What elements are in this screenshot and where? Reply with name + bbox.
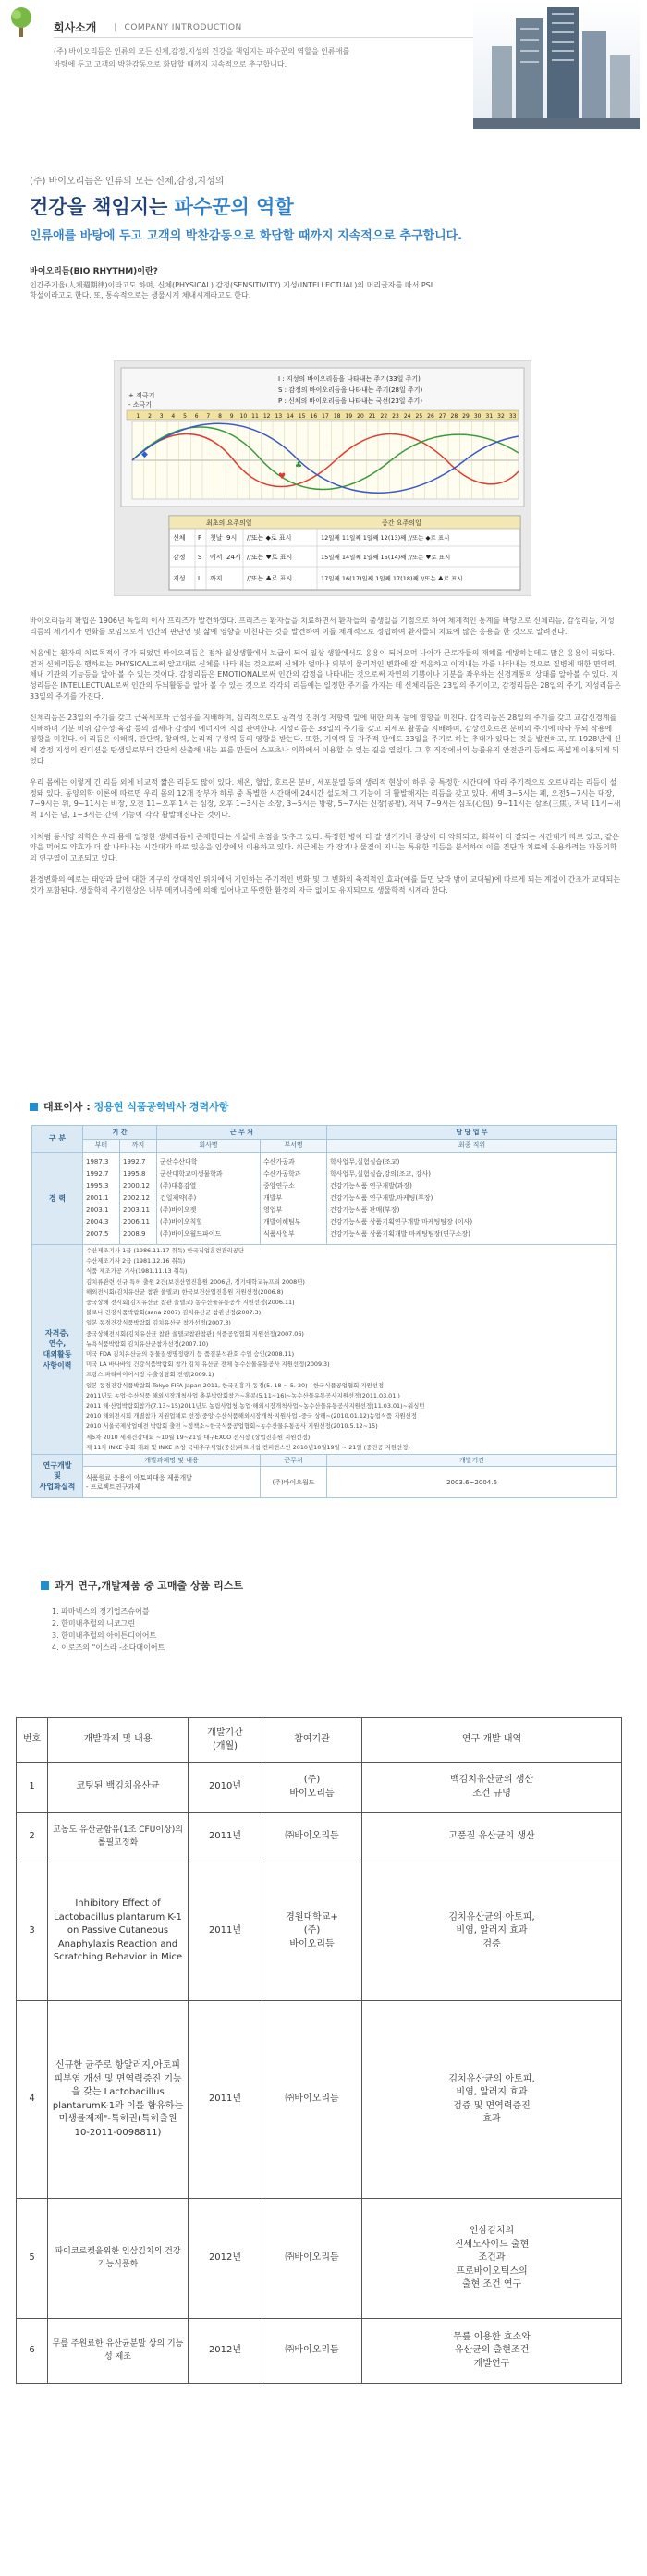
career-role: 학사업무,실험실습(조교)	[330, 1158, 400, 1166]
header-line: 바탕에 두고 고객의 박찬감동으로 화답할 때까지 지속적으로 추구합니다.	[54, 59, 287, 68]
legend-sensitivity: S : 감정의 바이오리듬을 나타내는 주기(28일 주기)	[278, 386, 423, 394]
qual-item: 김치류관련 신규 특허 출원 2건(보건산업진흥원 2006년, 경기대학교뉴프리 2008년)	[86, 1277, 305, 1286]
mid-label: 에서	[210, 554, 223, 561]
quals-label	[32, 1245, 83, 1455]
definition-line: 학설이라고도 한다. 또, 통속적으로는 생물시계 체내시계라고도 한다.	[30, 291, 251, 300]
qual-item: 중국상해전시회(김치유산균 참관 울델코참관참관) 식품공업협회 지원선정(2007.06)	[86, 1329, 304, 1337]
biorhythm-explanation	[30, 616, 621, 907]
career-company: (주)바이오젯	[160, 1206, 197, 1214]
day-label: 28	[450, 413, 458, 420]
row-org: (주) 바이오리듬	[262, 1763, 362, 1813]
sub-company: 회사명	[157, 1140, 261, 1153]
day-label: 18	[333, 413, 341, 420]
day-label: 3	[159, 413, 164, 420]
qual-item: 2010 서울국제상업대전 박람회 출전 ~정책소~한국식품공업협회~농수산물유통공사 지원선정(2010.5.12~15)	[86, 1422, 378, 1431]
day-label: 32	[497, 413, 505, 420]
career-from: 1995.3	[86, 1182, 109, 1190]
day-label: 5	[183, 413, 187, 420]
career-from: 2003.1	[86, 1206, 109, 1214]
page-header	[0, 0, 647, 134]
qual-item: 미국 LA 바나바잎 건강식품박람회 참가 김치 유산균 전체 농수산물유통공사 지원선정(2009.3)	[86, 1361, 330, 1369]
career-to: 2002.12	[123, 1194, 150, 1202]
section-bullet-icon	[41, 1581, 49, 1590]
row-task: 무릎 주원료한 유산균분말 상의 기능성 제조	[48, 2319, 189, 2384]
row-no: 1	[17, 1763, 48, 1813]
day-label: 33	[508, 413, 517, 420]
heart-icon: ♥	[278, 472, 287, 482]
club-icon: ♣	[295, 461, 303, 470]
career-to: 1995.8	[123, 1170, 146, 1178]
career-to: 2000.12	[123, 1182, 150, 1190]
product-list-item: 1. 파마넥스의 정기업즈슈어블	[52, 1607, 150, 1616]
career-from: 2004.3	[86, 1218, 109, 1226]
day-label: 22	[380, 413, 388, 420]
day-label: 12	[262, 413, 271, 420]
rd-head-org: 근무처	[261, 1455, 327, 1467]
paragraph: 신체리듬은 23일의 주기를 갖고 근육세포와 근섬유를 지배하며, 심리적으로도 공격성 진취성 저항력 일에 대한 의욕 등에 영향을 미친다. 감정리듬은 28일의 주기를 갖고 교감신경계를 지배하며 기분 비위 감수성 육감 등의 섬세나 감정의 에너지에 직접 관여한다. 지성리듬은 33일의 주기를 갖고 뇌세포 활동을 지배하며, 감상선호르몬 분비의 주기에 따라 두뇌 작용에 영향을 미친다. 이 리듬은 이해력, 판단력, 창의력, 논리적 구성력 등의 영향을 받는다. 또한, 기억력 등 자주적 판예도 33일을 주기로 하는 추대가 있다는 것을 발견하고, 또 1928년에 신체 감정 지성의 컨디션을 탄생일로부터 간단히 산출해 내는 표를 만들어 스포츠나 의학에서 이용할 수 있는 길을 열었다. 그 후 직장에서의 능률유지 안전관리 등에도 폭넓게 이용되게 되었다.	[30, 714, 621, 765]
row-org: ㈜바이오리듬	[262, 1813, 362, 1862]
product-list	[52, 1605, 165, 1654]
sub-role: 최종 직위	[327, 1140, 617, 1153]
minus-label: - 소극기	[128, 401, 153, 409]
rd-label	[32, 1455, 83, 1498]
career-to: 2006.11	[123, 1218, 150, 1226]
row-right-intellectual: 17일째 16(17)일째 1일째 17(18)째 //또는 ♣로 표시	[321, 575, 463, 582]
biorhythm-question: 바이오리듬(BIO RHYTHM)이란?	[30, 266, 158, 276]
career-to: 2003.11	[123, 1206, 150, 1214]
products-title-text: 과거 연구,개발제품 중 고매출 상품 리스트	[55, 1580, 243, 1592]
qual-item: 뉴욕식품박람회 김치유산균참가선정(2007.10)	[86, 1339, 209, 1348]
career-to: 2008.9	[123, 1230, 146, 1238]
row-org: ㈜바이오리듬	[262, 2199, 362, 2319]
header-org: 참여기관	[262, 1718, 362, 1763]
paragraph: 우리 몸에는 이렇게 긴 리듬 외에 비교적 짧은 리듬도 많이 있다. 체온, 혈압, 호르몬 분비, 세포분열 등의 생리적 현상이 하루 중 특정한 시간대에 따라 주기적으로 오르내리는 리듬이 설정돼 있다. 동양의학 이론에 따르면 우리 몸의 12개 장부가 하루 중 특별한 시간대에 24시간 설도처 그 기능이 더 활발해지는 리듬을 갖고 있다. 새벽 3~5시는 폐, 오전5~7시는 대장, 7~9시는 위, 9~11시는 비장, 오전 11~오후 1시는 심장, 오후 1~3시는 소장, 3~5시는 방광, 5~7시는 신장(콩팥), 저녁 7~9시는 심포(心包), 9~11시는 삼초(三焦), 저녁 11시~새벽 1시는 담, 1~3시는 간이 기능이 각각 활발해진다는 것이다.	[30, 778, 621, 819]
day-label: 13	[275, 413, 283, 420]
paragraph: 처음에는 환자의 치료목적이 주가 되었던 바이오리듬은 점차 일상생활에서 보급이 되어 일상 생활에서도 응용이 되어오며 나아가 근로자들의 재해를 예방하는데도 많은 응용이 되었다. 먼저 신체리듬은 행하로는 PHYSICAL로써 알고대로 신체를 나타내는 것으로써 신체가 얼마나 외부의 물리적인 변화에 잘 적응하고 이겨내는 가를 나타내는 것으로 질병에 대한 면역력, 체내 기관의 기능등을 알아 볼 수 있는 것이다. 감정리듬은 EMOTIONAL로써 인간의 감정을 나타내는 것으로써 자연의 기쁨이나 기분을 좌우하는 신경계통의 상태를 알아볼 수 있다. 지성리듬은 INTELLECTUAL로써 인간의 두뇌활동을 알아 볼 수 있는 것으로 각각의 리듬에는 일정한 주기를 가지는 데 신체리듬은 23일의 주기이고, 감정리듬은 28일의 주기, 지성리듬은 33일의 주기를 가진다.	[30, 649, 621, 701]
rd-task: - 프로젝트연구과제	[86, 1483, 140, 1491]
qual-item: 일본 동경건강식품박람회 김치유산균 참가선정(2007.3)	[86, 1319, 231, 1327]
quals-label-line: 연수,	[48, 1339, 67, 1349]
ceo-career-table	[31, 1125, 617, 1498]
row-org: ㈜바이오리듬	[262, 2319, 362, 2384]
row-right-sensitivity: 15일째 14일째 1일째 15(14)째 //또는 ♥로 표시	[321, 554, 451, 561]
career-company-cell	[157, 1153, 261, 1245]
sub-from: 부터	[83, 1140, 120, 1153]
table-row	[17, 2199, 622, 2319]
header-task: 개발과제 및 내용	[48, 1718, 189, 1763]
first-caution-day-header: 최초의 요주의일	[206, 519, 252, 527]
row-period: 2010년	[189, 1763, 262, 1813]
career-role: 학사업무,실험실습,강의(조교, 강사)	[330, 1170, 432, 1178]
rd-label-line: 사업화실적	[39, 1482, 76, 1491]
plus-label: + 적극기	[128, 392, 155, 399]
table-row	[17, 1763, 622, 1813]
qual-item: 수산제조기사 1급 (1986.11.17 취득) 한국직업훈련관리공단	[86, 1247, 245, 1254]
row-org: ㈜바이오리듬	[262, 2001, 362, 2199]
day-label: 6	[194, 413, 199, 420]
legend-intellectual: I : 지성의 바이오리듬을 나타내는 주기(33일 주기)	[278, 375, 421, 383]
middle-caution-day-header: 중간 요주의일	[382, 519, 421, 527]
day-label: 11	[251, 413, 259, 420]
career-role: 건강기능식품 연구개발,마케팅(부장)	[330, 1194, 433, 1202]
row-detail: 무릎 이용한 효소와 유산균의 출현조건 개발연구	[362, 2319, 622, 2384]
day-label: 31	[485, 413, 494, 420]
day-label: 2	[148, 413, 152, 420]
product-list-item: 4. 이로즈의 "이스라 -소다대이어트	[52, 1643, 165, 1652]
sub-to: 까지	[120, 1140, 157, 1153]
career-from: 2007.5	[86, 1230, 109, 1238]
ceo-title-prefix: 대표이사 :	[43, 1101, 94, 1113]
row-no: 2	[17, 1813, 48, 1862]
career-dept: 개발부	[263, 1194, 283, 1202]
rd-org: (주)바이오월드	[261, 1467, 327, 1498]
career-role-cell	[327, 1153, 617, 1245]
career-dept: 수산가공과	[263, 1158, 295, 1166]
row-code-sensitivity: S	[198, 554, 202, 561]
row-no: 4	[17, 2001, 48, 2199]
rd-label-line: 및	[54, 1471, 61, 1481]
day-label: 24	[403, 413, 411, 420]
career-company: 건일제약(주)	[160, 1194, 197, 1202]
day-label: 20	[357, 413, 364, 420]
header-title: 회사소개	[54, 21, 97, 34]
rd-products-table	[16, 1717, 622, 2384]
ceo-title-name: 정용현 식품공학박사 경력사항	[93, 1101, 229, 1113]
qual-item: 프랑스 파리비이어시장 수출상담회 진행(2009.1)	[86, 1371, 214, 1379]
products-section-title	[41, 1579, 243, 1593]
career-to-cell	[120, 1153, 157, 1245]
row-period: 2011년	[189, 1862, 262, 2001]
row-left-intellectual: //또는 ♣로 표시	[247, 575, 293, 582]
career-to: 1992.7	[123, 1158, 146, 1166]
row-left-physical: //또는 ◆로 표시	[247, 534, 292, 542]
company-tree-icon	[7, 6, 35, 39]
qual-item: 일본 동경건강식품박람회 Tokyo FIFA Japan 2011, 한국진흥가-동경(5. 18 ~ 5. 20) - 한국식품공업협회 지원선정	[86, 1381, 385, 1389]
career-from: 1992.7	[86, 1170, 109, 1178]
header-divider	[54, 37, 488, 38]
rd-task-cell	[83, 1467, 261, 1498]
paragraph: 바이오리듬의 확립은 1906년 독일의 이사 프리즈가 발견하였다. 프리즈는 환자들을 치료하면서 환자들의 출생일을 기점으로 하여 체계적인 통계를 바탕으로 신체리듬, 감성리듬, 지성리듬의 세가지가 변화를 보임으로서 인간의 판단인 및 삶에 영향을 미친다는 것을 발견하여 이를 체계적으로 정립하여 환자들의 치료에 많은 응용을 한 것으로 알려진다.	[30, 617, 615, 636]
qual-item: 제5차 2010 세계건강대회 ~10월 19~21일 대구EXCO 전시장 (상업진흥원 지원선정)	[86, 1433, 311, 1441]
qual-item: 중국상해 전시회(김치유산균 참관 울델코) 농수산물유통공사 지원선정(2006.11)	[86, 1299, 295, 1307]
career-from: 2001.1	[86, 1194, 109, 1202]
qual-item: 불로나 건강식품박람회(sana 2007) 김치유산균 참관선정(2007.3)	[86, 1309, 262, 1317]
qual-item: 수산제조기사 2급 (1981.12.16 취득)	[86, 1257, 186, 1265]
mid-day: 24시	[226, 554, 241, 561]
qual-item: 2010 해외전시회 개별참가 지원업체로 선정(중앙·수산식품해외시장개척·지원사업 -중국 상해~(2010.01.12)농업식품 지원선정	[86, 1412, 417, 1421]
row-period: 2012년	[189, 2199, 262, 2319]
row-task: 신규한 균주로 항알러지,아토피피부염 개선 및 면역력증진 기능을 갖는 Lactobacillus plantarumK-1과 이를 함유하는 미생물제제"-특허권(특허출원10-2011-0098811)	[48, 2001, 189, 2199]
col-period: 기 간	[83, 1126, 157, 1140]
day-label: 10	[239, 413, 248, 420]
header-period: 개발기간 (개월)	[189, 1718, 262, 1763]
qual-item: 2011 해·산업박람회참가(7.13~15)2011년도 농림사업청,농업·해외시장개척사업~농수산물유통공사지원선정(11.03.01)~워싱턴	[86, 1402, 425, 1410]
ceo-section-title	[30, 1100, 228, 1115]
career-company: (주)바이오칙힐	[160, 1218, 203, 1226]
qual-item: 미국 FDA 김치유산균의 동물질생명정량기 등 품질분석관호 수입 승인(2008.11)	[86, 1350, 295, 1359]
qual-item: 해외전시회(김치유산균 참관 울델코) 한국보건산업진흥원 지원선정(2006.8)	[86, 1288, 284, 1296]
career-role: 건강기능식품 판매(부장)	[330, 1206, 400, 1214]
row-detail: 고품질 유산균의 생산	[362, 1813, 622, 1862]
col-work: 근 무 처	[157, 1126, 327, 1140]
rd-label-line: 연구개발	[43, 1460, 72, 1470]
row-detail: 인삼김치의 진세노사이드 출현 조건과 프로바이오틱스의 출현 조건 연구	[362, 2199, 622, 2319]
career-dept: 개발이해팀부	[263, 1218, 301, 1226]
row-org: 경원대학교+ (주) 바이오리듬	[262, 1862, 362, 2001]
table-row	[17, 2001, 622, 2199]
row-task: 코팅된 백김치유산균	[48, 1763, 189, 1813]
headline-accent: 파수꾼의 역할	[174, 195, 294, 218]
row-name-physical: 신체	[173, 534, 186, 542]
table-row	[17, 1862, 622, 2001]
quals-label-line: 사항이력	[43, 1361, 72, 1370]
day-label: 19	[345, 413, 353, 420]
quals-list	[83, 1245, 617, 1455]
section-bullet-icon	[30, 1103, 38, 1111]
row-name-intellectual: 지성	[173, 575, 186, 582]
header-detail: 연구 개발 내역	[362, 1718, 622, 1763]
intro-kicker: (주) 바이오리듬은 인류의 모든 신체,감정,지성의	[30, 177, 225, 187]
row-right-physical: 12일째 11일째 1일째 12(13)째 //또는 ◆로 표시	[321, 534, 450, 542]
row-detail: 김치유산균의 아토피, 비염, 알러지 효과 검증	[362, 1862, 622, 2001]
row-period: 2011년	[189, 2001, 262, 2199]
day-label: 15	[298, 413, 306, 420]
header-line: (주) 바이오리듬은 인류의 모든 신체,감정,지성의 건강을 책임지는 파수꾼의 역할을 인류애를	[54, 47, 350, 55]
mid-day: 9시	[226, 534, 238, 542]
biorhythm-diagram	[114, 360, 531, 596]
career-dept: 수산가공학과	[263, 1170, 301, 1178]
day-label: 26	[427, 413, 434, 420]
headline-main: 건강을 책임지는	[30, 195, 175, 218]
row-task: Inhibitory Effect of Lactobacillus plantarum K-1 on Passive Cutaneous Anaphylaxis Reaction and Scratching Behavior in Mice	[48, 1862, 189, 2001]
day-label: 25	[415, 413, 423, 420]
career-dept: 식품사업부	[263, 1230, 295, 1238]
table-row	[17, 1813, 622, 1862]
definition-line: 인간주기율(人체週期律)이라고도 하며, 신체(PHYSICAL) 감정(SENSITIVITY) 지성(INTELLECTUAL)의 머리글자를 따서 PSI	[30, 280, 433, 289]
product-list-item: 3. 한미내추럴의 아이튼디이어트	[52, 1631, 157, 1640]
career-label: 경 력	[32, 1153, 83, 1245]
mid-label: 첫날	[210, 534, 223, 542]
career-dept: 중앙연구소	[263, 1182, 295, 1190]
day-label: 23	[392, 413, 399, 420]
biorhythm-definition	[30, 280, 617, 301]
intro-tagline: 인류애를 바탕에 두고 고객의 박찬감동으로 화답할 때까지 지속적으로 추구합니다.	[30, 228, 463, 243]
rd-period: 2003.6~2004.6	[327, 1467, 617, 1498]
career-dept: 영업부	[263, 1206, 283, 1214]
product-list-item: 2. 한미내추럴의 니코그린	[52, 1619, 135, 1628]
paragraph: 환경변화의 예로는 태양과 달에 대한 지구의 상대적인 위치에서 기인하는 주기적인 변화 및 그 변화의 축적적인 효과(예를 들면 낮과 밤이 교대됨)에 따르게 되는 계절이 간조가 교대되는 것가 포함된다. 생물학적 주기현상은 내부 메커니즘에 의해 일어나고 뚜렷한 환경의 자극 없이도 유지되므로 생물학적 시계라 한다.	[30, 875, 621, 895]
day-label: 16	[310, 413, 318, 420]
rd-head-period: 개발기간	[327, 1455, 617, 1467]
col-duty: 담 당 업 무	[327, 1126, 617, 1140]
career-from: 1987.3	[86, 1158, 109, 1166]
day-label: 8	[218, 413, 222, 420]
row-no: 3	[17, 1862, 48, 2001]
career-dept-cell	[261, 1153, 327, 1245]
row-period: 2011년	[189, 1813, 262, 1862]
row-period: 2012년	[189, 2319, 262, 2384]
col-gubun: 구 분	[32, 1126, 83, 1153]
career-role: 건강기능식품 상품기획개발 마케팅팀장(연구소장)	[330, 1230, 470, 1238]
row-no: 5	[17, 2199, 48, 2319]
day-label: 21	[368, 413, 376, 420]
paragraph: 이처럼 동서양 의학은 우리 몸에 일정한 생체리듬이 존재한다는 사실에 초점을 맞추고 있다. 특정한 병이 더 잘 생기거나 증상이 더 악화되고, 회복이 더 잘되는 시간대가 따로 있고, 같은 약을 먹어도 약효가 더 잘 나타나는 시간대가 따로 있음을 임상에서 이용하고 있다. 최근에는 각 장기나 물질이 지니는 특유한 리듬을 분석하여 이를 진단과 치료에 응용하려는 파동의학의 연구열이 고조되고 있다.	[30, 832, 619, 862]
career-company: 군산수산대학	[160, 1158, 198, 1166]
career-company: (주)대흥감열	[160, 1182, 197, 1190]
qual-item: 제 11차 INKE 총회 개최 및 INKE 초청 국내추구식업(중산)파트너쉽 컨퍼런스인 2010년10월19일 ~ 21일 (중진공 지원선정)	[86, 1443, 410, 1451]
career-role: 건강기능식품 상품기획연구개발 마케팅팀장 (이사)	[330, 1218, 473, 1226]
header-description	[54, 46, 349, 71]
career-company: 군산대학교미생물학과	[160, 1170, 223, 1178]
qual-item: 2011년도 농업·수산식품 해외시장개척사업 충분박람회참가~홍콩(5.11~16)~농수산물유통공사지원선정(2011.03.01.)	[86, 1391, 400, 1399]
day-label: 14	[287, 413, 294, 420]
rd-task: 식품원료 응용이 아토피대응 제품개발	[86, 1473, 192, 1482]
career-from-cell	[83, 1153, 120, 1245]
sub-dept: 부서명	[261, 1140, 327, 1153]
header-subtitle: | COMPANY INTRODUCTION	[114, 22, 242, 34]
day-label: 17	[322, 413, 329, 420]
day-label: 30	[473, 413, 482, 420]
row-name-sensitivity: 감정	[173, 554, 186, 561]
quals-label-line: 자격증,	[44, 1328, 70, 1337]
day-label: 4	[171, 413, 176, 420]
row-code-intellectual: I	[198, 575, 201, 582]
table-row	[17, 2319, 622, 2384]
intro-headline	[30, 193, 617, 221]
rd-head-task: 개발과제명 및 내용	[83, 1455, 261, 1467]
intro-section	[30, 176, 617, 301]
diamond-icon: ◆	[141, 450, 148, 459]
mid-label: 까지	[210, 575, 223, 582]
row-detail: 백김치유산균의 생산 조건 규명	[362, 1763, 622, 1813]
row-task: 고농도 유산균함유(1조 CFU이상)의 롤필고정화	[48, 1813, 189, 1862]
row-task: 파이코로켓을위한 인삼김치의 건강기능식품화	[48, 2199, 189, 2319]
day-label: 1	[136, 413, 140, 420]
day-label: 7	[206, 413, 211, 420]
legend-physical: P : 신체의 바이오리듬을 나타내는 국선(23일 주기)	[278, 397, 423, 405]
row-code-physical: P	[198, 534, 202, 542]
city-skyline-image	[473, 0, 640, 129]
day-label: 27	[438, 413, 446, 420]
quals-label-line: 대외활동	[43, 1350, 72, 1360]
qual-item: 식품 제조가공 기사(1981.11.13 취득)	[86, 1267, 188, 1276]
header-no: 번호	[17, 1718, 48, 1763]
row-detail: 김치유산균의 아토피, 비염, 알러지 효과 검증 및 면역력증진 효과	[362, 2001, 622, 2199]
row-no: 6	[17, 2319, 48, 2384]
day-label: 9	[229, 413, 234, 420]
career-company: (주)바이오월드파이드	[160, 1230, 222, 1238]
day-label: 29	[462, 413, 470, 420]
career-role: 건강기능식품 연구개발(과장)	[330, 1182, 412, 1190]
row-left-sensitivity: //또는 ♥로 표시	[247, 554, 293, 561]
